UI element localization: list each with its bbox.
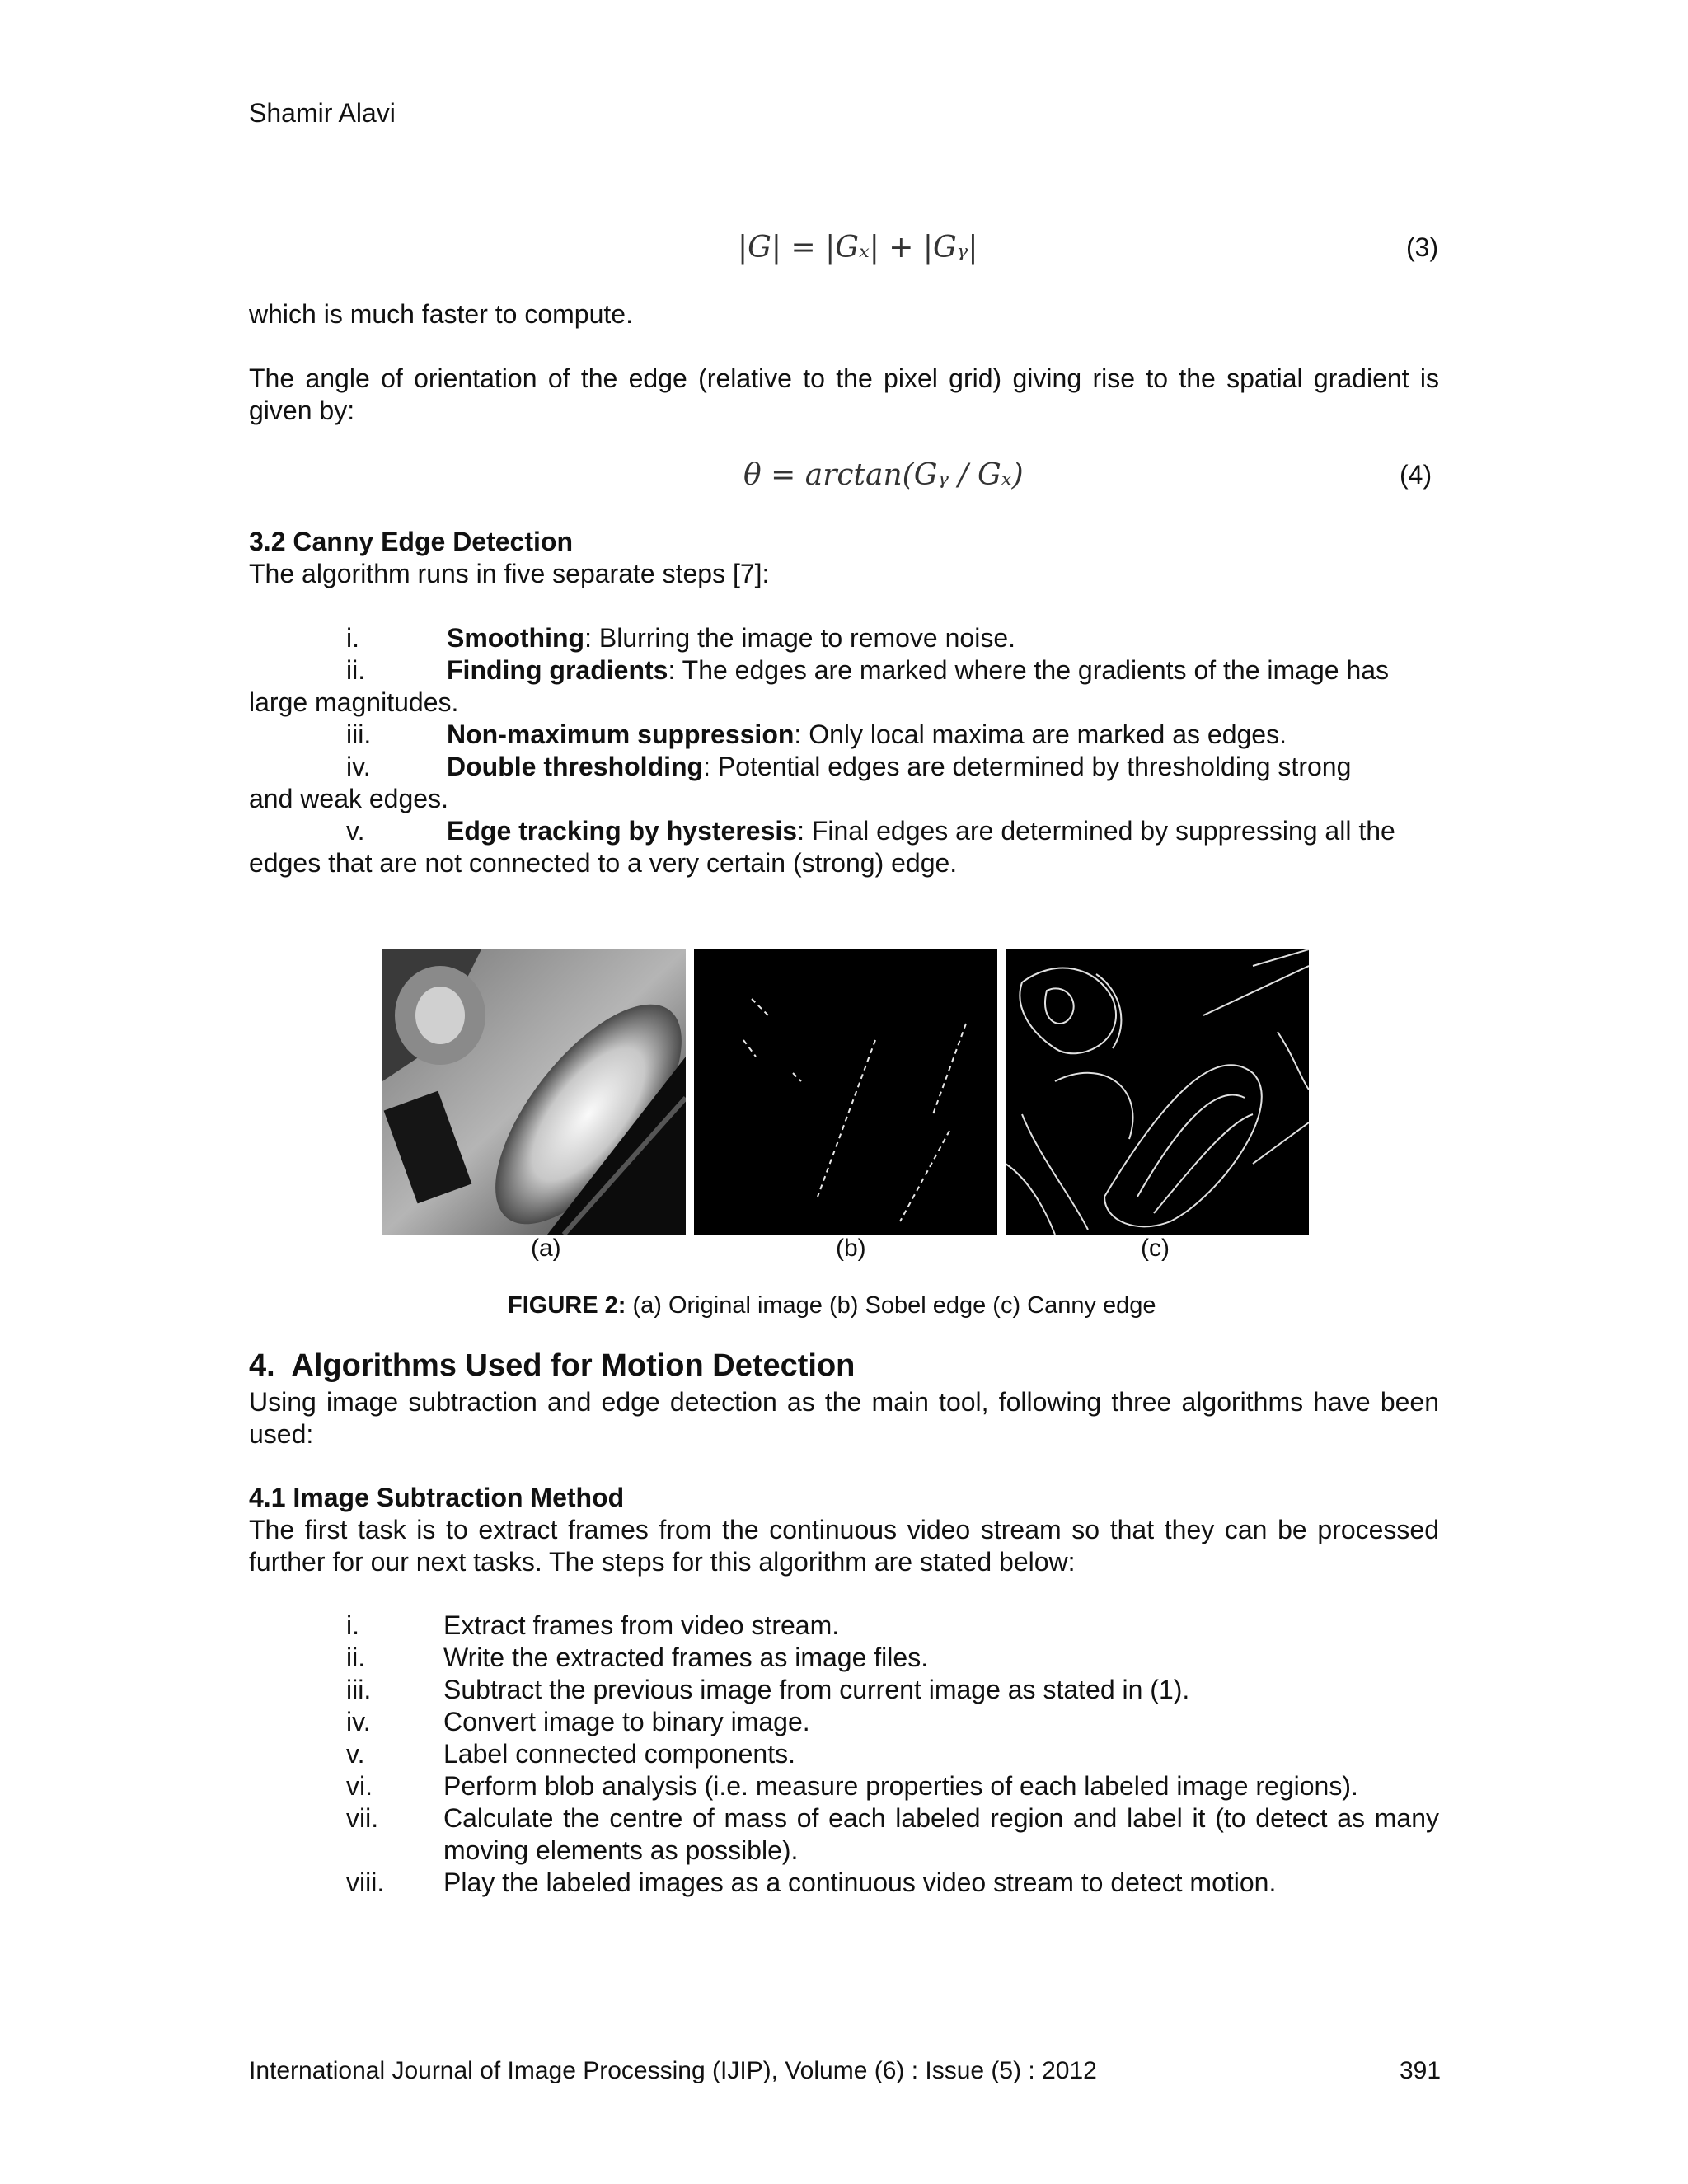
list-number: iii. bbox=[346, 1675, 372, 1704]
list-text: Perform blob analysis (i.e. measure properties of each labeled image regions). bbox=[443, 1771, 1358, 1801]
list-number: vi. bbox=[346, 1771, 373, 1801]
list-text: : Blurring the image to remove noise. bbox=[584, 623, 1015, 653]
list-text: Write the extracted frames as image files. bbox=[443, 1643, 929, 1672]
section-intro: The algorithm runs in five separate steps [7]: bbox=[249, 559, 770, 588]
figure-panel-canny-edge bbox=[1006, 949, 1309, 1235]
section-heading-4-1: 4.1 Image Subtraction Method bbox=[249, 1483, 625, 1512]
list-term: Finding gradients bbox=[447, 655, 668, 685]
list-text: Convert image to binary image. bbox=[443, 1707, 810, 1736]
footer-journal: International Journal of Image Processing (IJIP), Volume (6) : Issue (5) : 2012 bbox=[249, 2057, 1097, 2084]
list-item bbox=[249, 751, 1439, 783]
list-text: Label connected components. bbox=[443, 1739, 795, 1769]
equation-3-number: (3) bbox=[1406, 232, 1439, 262]
equation-4-number: (4) bbox=[1400, 460, 1432, 490]
list-item bbox=[249, 654, 1439, 687]
figure-label-b: (b) bbox=[836, 1235, 866, 1262]
section-intro: The first task is to extract frames from the continuous video stream so that they can be processed further for our next tasks. The steps for this algorithm are stated below: bbox=[249, 1515, 1439, 1577]
figure-caption-label: FIGURE 2: bbox=[508, 1292, 626, 1319]
list-item bbox=[249, 719, 1439, 751]
figure-caption bbox=[508, 1292, 1156, 1319]
list-text: : The edges are marked where the gradients of the image has bbox=[668, 655, 1390, 685]
list-item bbox=[249, 815, 1439, 847]
list-text: : Final edges are determined by suppressing all the bbox=[797, 816, 1395, 846]
list-item-continuation: edges that are not connected to a very certain (strong) edge. bbox=[249, 848, 958, 878]
list-number: viii. bbox=[346, 1868, 385, 1897]
list-number: vii. bbox=[346, 1803, 379, 1833]
list-term: Smoothing bbox=[447, 623, 585, 653]
page-number: 391 bbox=[1400, 2057, 1442, 2084]
paragraph: which is much faster to compute. bbox=[249, 299, 633, 329]
figure-panel-original-image bbox=[382, 949, 686, 1235]
list-number: i. bbox=[346, 1610, 359, 1640]
figure-panel-sobel-edge bbox=[694, 949, 997, 1235]
list-term: Non-maximum suppression bbox=[447, 719, 795, 749]
figure-caption-text: (a) Original image (b) Sobel edge (c) Canny edge bbox=[626, 1292, 1156, 1319]
list-item-continuation: and weak edges. bbox=[249, 784, 448, 813]
running-header-author: Shamir Alavi bbox=[249, 98, 396, 128]
list-number: i. bbox=[346, 623, 359, 653]
list-text: Extract frames from video stream. bbox=[443, 1610, 840, 1640]
list-number: v. bbox=[346, 816, 365, 846]
list-number: iv. bbox=[346, 752, 371, 781]
list-term: Edge tracking by hysteresis bbox=[447, 816, 798, 846]
list-text: : Only local maxima are marked as edges. bbox=[794, 719, 1287, 749]
paragraph: The angle of orientation of the edge (relative to the pixel grid) giving rise to the spatial gradient is given by: bbox=[249, 363, 1439, 425]
figure-label-a: (a) bbox=[531, 1235, 561, 1262]
list-term: Double thresholding bbox=[447, 752, 704, 781]
list-number: v. bbox=[346, 1739, 365, 1769]
figure-label-c: (c) bbox=[1141, 1235, 1170, 1262]
equation-3: |G| = |Gₓ| + |Gᵧ| bbox=[738, 231, 978, 265]
list-number: iii. bbox=[346, 719, 372, 749]
equation-4: θ = arctan(Gᵧ / Gₓ) bbox=[743, 458, 1024, 492]
section-heading-4: 4. Algorithms Used for Motion Detection bbox=[249, 1348, 856, 1383]
list-item bbox=[249, 622, 1439, 654]
list-text: Calculate the centre of mass of each labeled region and label it (to detect as many moving elements as possible). bbox=[443, 1803, 1439, 1865]
list-item-continuation: large magnitudes. bbox=[249, 687, 459, 717]
list-number: ii. bbox=[346, 1643, 366, 1672]
list-text: : Potential edges are determined by thresholding strong bbox=[703, 752, 1352, 781]
section-intro: Using image subtraction and edge detection as the main tool, following three algorithms have been used: bbox=[249, 1387, 1439, 1449]
list-number: ii. bbox=[346, 655, 366, 685]
list-number: iv. bbox=[346, 1707, 371, 1736]
list-text: Subtract the previous image from current image as stated in (1). bbox=[443, 1675, 1190, 1704]
list-text: Play the labeled images as a continuous video stream to detect motion. bbox=[443, 1868, 1277, 1897]
section-heading-3-2: 3.2 Canny Edge Detection bbox=[249, 527, 573, 556]
